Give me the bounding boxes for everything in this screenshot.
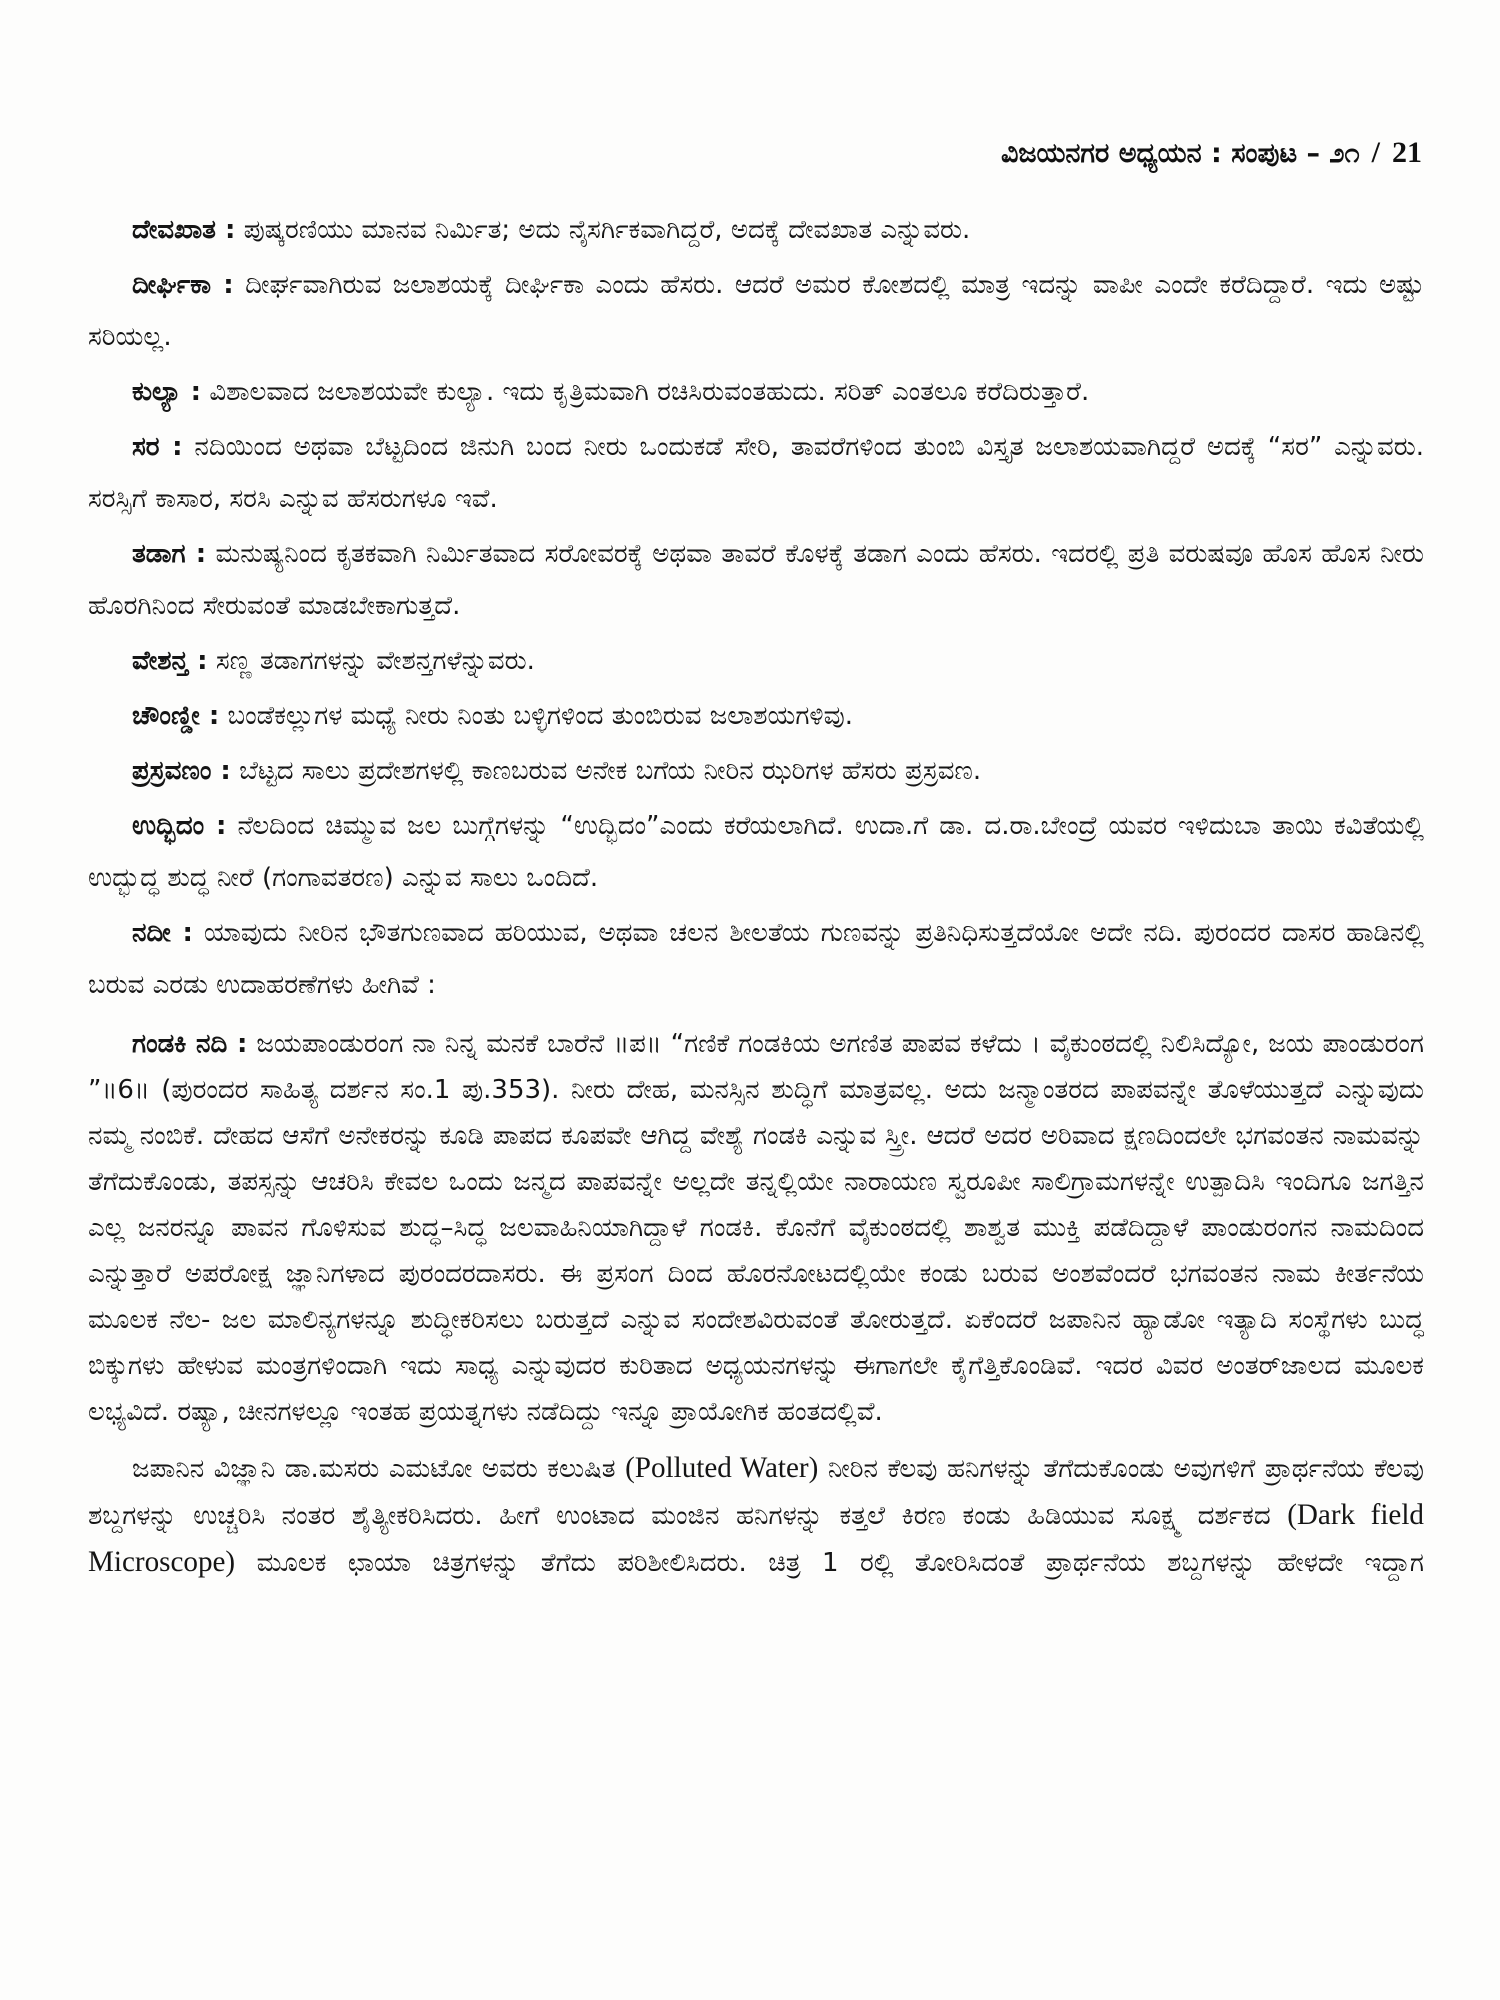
entry-text: ಸಣ್ಣ ತಡಾಗಗಳನ್ನು ವೇಶನ್ತಗಳೆನ್ನುವರು. <box>215 646 535 676</box>
page-number: 21 <box>1392 136 1422 169</box>
paragraph-text: ಜಪಾನಿನ ವಿಜ್ಞಾನಿ ಡಾ.ಮಸರು ಎಮಟೋ ಅವರು ಕಲುಷಿತ <box>132 1454 626 1484</box>
entry-text: ಜಯಪಾಂಡುರಂಗ ನಾ ನಿನ್ನ ಮನಕೆ ಬಾರೆನೆ ॥ಪ॥ “ಗಣಿಕೆ ಗಂಡಕಿಯ ಅಗಣಿತ ಪಾಪವ ಕಳೆದು । ವೈಕುಂಠದಲ್ಲಿ ನಿಲಿಸಿದ್ಯೋ, ಜಯ ಪಾಂಡುರಂಗ ”॥6॥ (ಪುರಂದರ ಸಾಹಿತ್ಯ ದರ್ಶನ ಸಂ.1 ಪು.353). ನೀರು ದೇಹ, ಮನಸ್ಸಿನ ಶುದ್ಧಿಗೆ ಮಾತ್ರವಲ್ಲ. ಅದು ಜನ್ಮಾಂತರದ ಪಾಪವನ್ನೇ ತೊಳೆಯುತ್ತದೆ ಎನ್ನುವುದು ನಮ್ಮ ನಂಬಿಕೆ. ದೇಹದ ಆಸೆಗೆ ಅನೇಕರನ್ನು ಕೂಡಿ ಪಾಪದ ಕೂಪವೇ ಆಗಿದ್ದ ವೇಶ್ಯೆ ಗಂಡಕಿ ಎನ್ನುವ ಸ್ತ್ರೀ. ಆದರೆ ಅದರ ಅರಿವಾದ ಕ್ಷಣದಿಂದಲೇ ಭಗವಂತನ ನಾಮವನ್ನು ತೆಗೆದುಕೊಂಡು, ತಪಸ್ಸನ್ನು ಆಚರಿಸಿ ಕೇವಲ ಒಂದು ಜನ್ಮದ ಪಾಪವನ್ನೇ ಅಲ್ಲದೇ ತನ್ನಲ್ಲಿಯೇ ನಾರಾಯಣ ಸ್ವರೂಪೀ ಸಾಲಿಗ್ರಾಮಗಳನ್ನೇ ಉತ್ಪಾದಿಸಿ ಇಂದಿಗೂ ಜಗತ್ತಿನ ಎಲ್ಲ ಜನರನ್ನೂ ಪಾವನ ಗೊಳಿಸುವ ಶುದ್ಧ–ಸಿದ್ಧ ಜಲವಾಹಿನಿಯಾಗಿದ್ದಾಳೆ ಗಂಡಕಿ. ಕೊನೆಗೆ ವೈಕುಂಠದಲ್ಲಿ ಶಾಶ್ವತ ಮುಕ್ತಿ ಪಡೆದಿದ್ದಾಳೆ ಪಾಂಡುರಂಗನ ನಾಮದಿಂದ ಎನ್ನುತ್ತಾರೆ ಅಪರೋಕ್ಷ ಜ್ಞಾನಿಗಳಾದ ಪುರಂದರದಾಸರು. ಈ ಪ್ರಸಂಗ ದಿಂದ ಹೊರನೋಟದಲ್ಲಿಯೇ ಕಂಡು ಬರುವ ಅಂಶವೆಂದರೆ ಭಗವಂತನ ನಾಮ ಕೀರ್ತನೆಯ ಮೂಲಕ ನೆಲ- ಜಲ ಮಾಲಿನ್ಯಗಳನ್ನೂ ಶುದ್ಧೀಕರಿಸಲು ಬರುತ್ತದೆ ಎನ್ನುವ ಸಂದೇಶವಿರುವಂತೆ ತೋರುತ್ತದೆ. ಏಕೆಂದರೆ ಜಪಾನಿನ ಹ್ಯಾಡೋ ಇತ್ಯಾದಿ ಸಂಸ್ಥೆಗಳು ಬುದ್ಧ ಬಿಕ್ಕುಗಳು ಹೇಳುವ ಮಂತ್ರಗಳಿಂದಾಗಿ ಇದು ಸಾಧ್ಯ ಎನ್ನುವುದರ ಕುರಿತಾದ ಅಧ್ಯಯನಗಳನ್ನು ಈಗಾಗಲೇ ಕೈಗೆತ್ತಿಕೊಂಡಿವೆ. ಇದರ ವಿವರ ಅಂತರ್‌ಜಾಲದ ಮೂಲಕ ಲಭ್ಯವಿದೆ. ರಷ್ಯಾ, ಚೀನಗಳಲ್ಲೂ ಇಂತಹ ಪ್ರಯತ್ನಗಳು ನಡೆದಿದ್ದು ಇನ್ನೂ ಪ್ರಾಯೋಗಿಕ ಹಂತದಲ್ಲಿವೆ. <box>88 1029 1424 1427</box>
entry-term: ಕುಲ್ಯಾ : <box>132 377 202 407</box>
entry-nadi <box>88 907 1424 1011</box>
entry-term: ದೇವಖಾತ : <box>132 215 236 245</box>
entry-text: ಯಾವುದು ನೀರಿನ ಭೌತಗುಣವಾದ ಹರಿಯುವ, ಅಥವಾ ಚಲನ ಶೀಲತೆಯ ಗುಣವನ್ನು ಪ್ರತಿನಿಧಿಸುತ್ತದೆಯೋ ಅದೇ ನದಿ. ಪುರಂದರ ದಾಸರ ಹಾಡಿನಲ್ಲಿ ಬರುವ ಎರಡು ಉದಾಹರಣೆಗಳು ಹೀಗಿವೆ : <box>88 918 1424 1000</box>
entry-udbhidam <box>88 800 1424 904</box>
english-term-polluted-water: (Polluted Water) <box>625 1452 819 1484</box>
entry-tadaga <box>88 528 1424 632</box>
entry-term: ದೀರ್ಘಿಕಾ : <box>132 270 234 300</box>
entry-text: ಮನುಷ್ಯನಿಂದ ಕೃತಕವಾಗಿ ನಿರ್ಮಿತವಾದ ಸರೋವರಕ್ಕೆ ಅಥವಾ ತಾವರೆ ಕೊಳಕ್ಕೆ ತಡಾಗ ಎಂದು ಹೆಸರು. ಇದರಲ್ಲಿ ಪ್ರತಿ ವರುಷವೂ ಹೊಸ ಹೊಸ ನೀರು ಹೊರಗಿನಿಂದ ಸೇರುವಂತೆ ಮಾಡಬೇಕಾಗುತ್ತದೆ. <box>88 539 1424 621</box>
entry-term: ಪ್ರಸ್ರವಣಂ : <box>132 756 231 786</box>
entry-term: ತಡಾಗ : <box>132 539 207 569</box>
entry-chaundi <box>88 690 1424 742</box>
entry-term: ಗಂಡಕಿ ನದಿ : <box>132 1029 248 1059</box>
header-separator: / <box>1371 136 1380 169</box>
entry-devakhata <box>88 204 1424 256</box>
entry-text: ಬೆಟ್ಟದ ಸಾಲು ಪ್ರದೇಶಗಳಲ್ಲಿ ಕಾಣಬರುವ ಅನೇಕ ಬಗೆಯ ನೀರಿನ ಝರಿಗಳ ಹೆಸರು ಪ್ರಸ್ರವಣ. <box>239 756 982 786</box>
entry-term: ಉದ್ಭಿದಂ : <box>132 811 227 841</box>
paragraph-text: ಮೂಲಕ ಛಾಯಾ ಚಿತ್ರಗಳನ್ನು ತೆಗೆದು ಪರಿಶೀಲಿಸಿದರು. ಚಿತ್ರ 1 ರಲ್ಲಿ ತೋರಿಸಿದಂತೆ ಪ್ರಾರ್ಥನೆಯ ಶಬ್ದಗಳನ್ನು ಹೇಳದೇ ಇದ್ದಾಗ <box>235 1548 1424 1578</box>
entry-kulya <box>88 366 1424 418</box>
entry-term: ನದೀ : <box>132 918 193 948</box>
entry-text: ಪುಷ್ಕರಣಿಯು ಮಾನವ ನಿರ್ಮಿತ; ಅದು ನೈಸರ್ಗಿಕವಾಗಿದ್ದರೆ, ಅದಕ್ಕೆ ದೇವಖಾತ ಎನ್ನುವರು. <box>243 215 971 245</box>
page-body <box>88 204 1424 1952</box>
entry-text: ನೆಲದಿಂದ ಚಿಮ್ಮುವ ಜಲ ಬುಗ್ಗೆಗಳನ್ನು “ಉದ್ಭಿದಂ”ಎಂದು ಕರೆಯಲಾಗಿದೆ. ಉದಾ.ಗೆ ಡಾ. ದ.ರಾ.ಬೇಂದ್ರೆ ಯವರ ಇಳಿದುಬಾ ತಾಯಿ ಕವಿತೆಯಲ್ಲಿ ಉದ್ಭುದ್ಧ ಶುದ್ಧ ನೀರೆ (ಗಂಗಾವತರಣ) ಎನ್ನುವ ಸಾಲು ಒಂದಿದೆ. <box>88 811 1424 893</box>
running-header <box>1001 134 1422 173</box>
entry-term: ಸರ : <box>132 432 183 462</box>
entry-deerghika <box>88 259 1424 363</box>
entry-text: ವಿಶಾಲವಾದ ಜಲಾಶಯವೇ ಕುಲ್ಯಾ. ಇದು ಕೃತ್ರಿಮವಾಗಿ ರಚಿಸಿರುವಂತಹುದು. ಸರಿತ್ ಎಂತಲೂ ಕರೆದಿರುತ್ತಾರೆ. <box>209 377 1090 407</box>
paragraph-emoto-experiment <box>88 1445 1424 1586</box>
entry-gandaki-nadi <box>88 1021 1424 1435</box>
entry-sara <box>88 421 1424 525</box>
paragraph-text: ನೀರಿನ ಕೆಲವು ಹನಿಗಳನ್ನು ತೆಗೆದುಕೊಂಡು ಅವುಗಳಿಗೆ ಪ್ರಾರ್ಥನೆಯ ಕೆಲವು ಶಬ್ದಗಳನ್ನು ಉಚ್ಚರಿಸಿ ನಂತರ ಶೈತ್ಯೀಕರಿಸಿದರು. ಹೀಗೆ ಉಂಟಾದ ಮಂಜಿನ ಹನಿಗಳನ್ನು ಕತ್ತಲೆ ಕಿರಣ ಕಂಡು ಹಿಡಿಯುವ ಸೂಕ್ಷ್ಮ ದರ್ಶಕದ <box>88 1454 1424 1531</box>
entry-text: ದೀರ್ಘವಾಗಿರುವ ಜಲಾಶಯಕ್ಕೆ ದೀರ್ಘಿಕಾ ಎಂದು ಹೆಸರು. ಆದರೆ ಅಮರ ಕೋಶದಲ್ಲಿ ಮಾತ್ರ ಇದನ್ನು ವಾಪೀ ಎಂದೇ ಕರೆದಿದ್ದಾರೆ. ಇದು ಅಷ್ಟು ಸರಿಯಲ್ಲ. <box>88 270 1424 352</box>
entry-text: ಬಂಡೆಕಲ್ಲುಗಳ ಮಧ್ಯೆ ನೀರು ನಿಂತು ಬಳ್ಳಿಗಳಿಂದ ತುಂಬಿರುವ ಜಲಾಶಯಗಳಿವು. <box>227 701 854 731</box>
entry-text: ನದಿಯಿಂದ ಅಥವಾ ಬೆಟ್ಟದಿಂದ ಜಿನುಗಿ ಬಂದ ನೀರು ಒಂದುಕಡೆ ಸೇರಿ, ತಾವರೆಗಳಿಂದ ತುಂಬಿ ವಿಸ್ತೃತ ಜಲಾಶಯವಾಗಿದ್ದರೆ ಅದಕ್ಕೆ “ಸರ” ಎನ್ನುವರು. ಸರಸ್ಸಿಗೆ ಕಾಸಾರ, ಸರಸಿ ಎನ್ನುವ ಹೆಸರುಗಳೂ ಇವೆ. <box>88 432 1424 514</box>
entry-term: ಚೌಂಣ್ಡೀ : <box>132 701 220 731</box>
running-title: ವಿಜಯನಗರ ಅಧ್ಯಯನ : ಸಂಪುಟ – ೨೧ <box>1000 138 1360 169</box>
english-term-dark-field-microscope: (Dark field Microscope) <box>88 1499 1424 1578</box>
entry-prasravanam <box>88 745 1424 797</box>
entry-term: ವೇಶನ್ತ : <box>132 646 208 676</box>
entry-veshanta <box>88 635 1424 687</box>
